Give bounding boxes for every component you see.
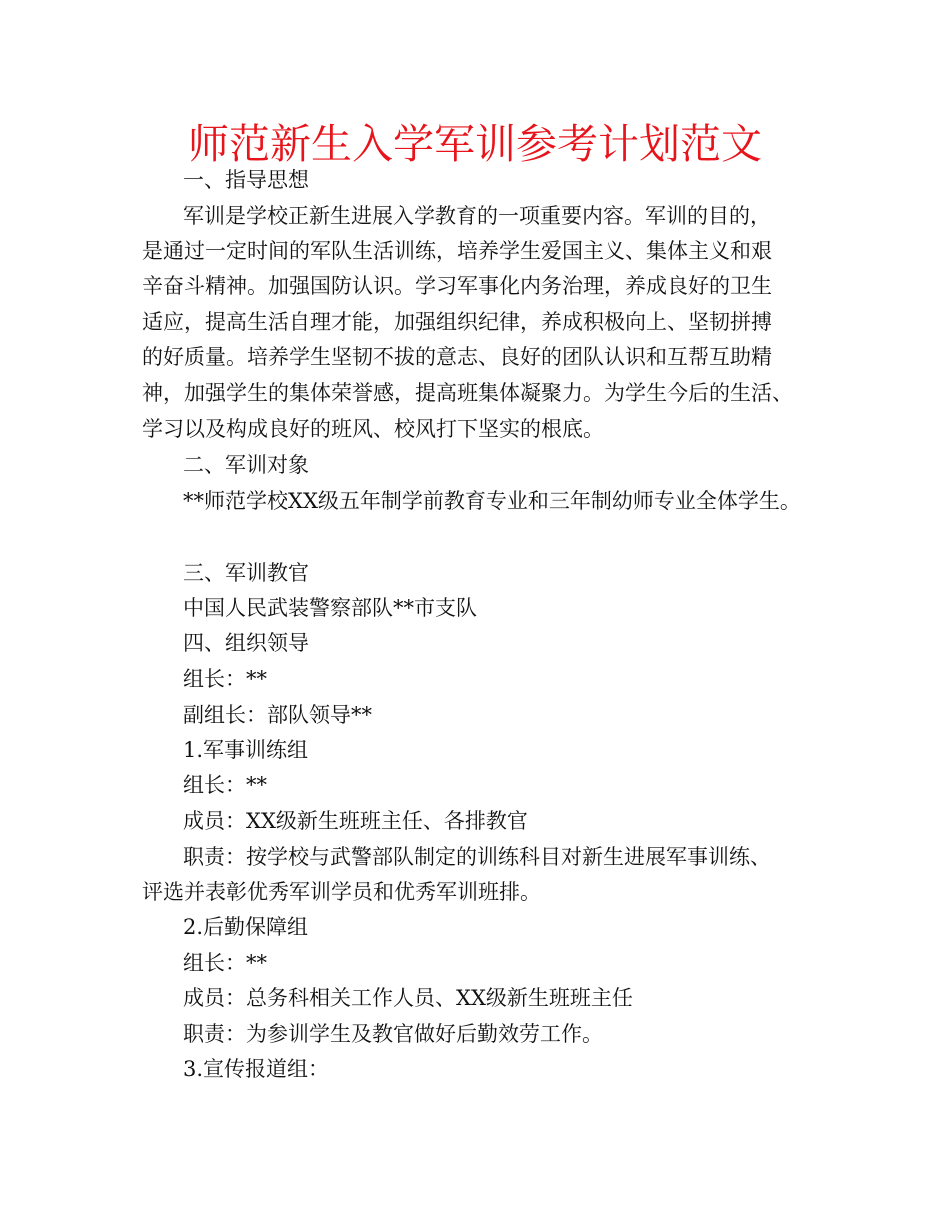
heading-instructors: 三、军训教官	[183, 561, 309, 585]
paragraph-line: 副组长：部队领导**	[183, 703, 372, 727]
paragraph-line: 评选并表彰优秀军训学员和优秀军训班排。	[142, 880, 541, 904]
paragraph-line: 组长：**	[183, 951, 267, 975]
paragraph-line: 的好质量。培养学生坚韧不拔的意志、良好的团队认识和互帮互助精	[142, 345, 772, 369]
paragraph-line: 学习以及构成良好的班风、校风打下坚实的根底。	[142, 417, 604, 441]
paragraph-line: **师范学校XX级五年制学前教育专业和三年制幼师专业全体学生。	[183, 489, 801, 513]
paragraph-line: 成员：总务科相关工作人员、XX级新生班班主任	[183, 986, 633, 1010]
paragraph-line: 中国人民武装警察部队**市支队	[183, 596, 477, 620]
paragraph-line: 是通过一定时间的军队生活训练，培养学生爱国主义、集体主义和艰	[142, 239, 772, 263]
paragraph-line: 成员：XX级新生班班主任、各排教官	[183, 809, 528, 833]
paragraph-line: 军训是学校正新生进展入学教育的一项重要内容。军训的目的，	[183, 204, 771, 228]
subheading-military-training-group: 1.军事训练组	[183, 738, 309, 762]
paragraph-line: 组长：**	[183, 773, 267, 797]
paragraph-line: 职责：按学校与武警部队制定的训练科目对新生进展军事训练、	[183, 845, 771, 869]
paragraph-line: 辛奋斗精神。加强国防认识。学习军事化内务治理，养成良好的卫生	[142, 274, 772, 298]
document-title: 师范新生入学军训参考计划范文	[188, 120, 762, 168]
heading-training-target: 二、军训对象	[183, 453, 309, 477]
paragraph-line: 适应，提高生活自理才能，加强组织纪律，养成积极向上、坚韧拼搏	[142, 310, 772, 334]
paragraph-line: 神，加强学生的集体荣誉感，提高班集体凝聚力。为学生今后的生活、	[142, 381, 793, 405]
heading-organization: 四、组织领导	[183, 631, 309, 655]
subheading-publicity-group: 3.宣传报道组：	[183, 1057, 330, 1081]
subheading-logistics-group: 2.后勤保障组	[183, 915, 309, 939]
heading-guiding-thought: 一、指导思想	[183, 168, 309, 192]
paragraph-line: 组长：**	[183, 667, 267, 691]
paragraph-line: 职责：为参训学生及教官做好后勤效劳工作。	[183, 1022, 603, 1046]
